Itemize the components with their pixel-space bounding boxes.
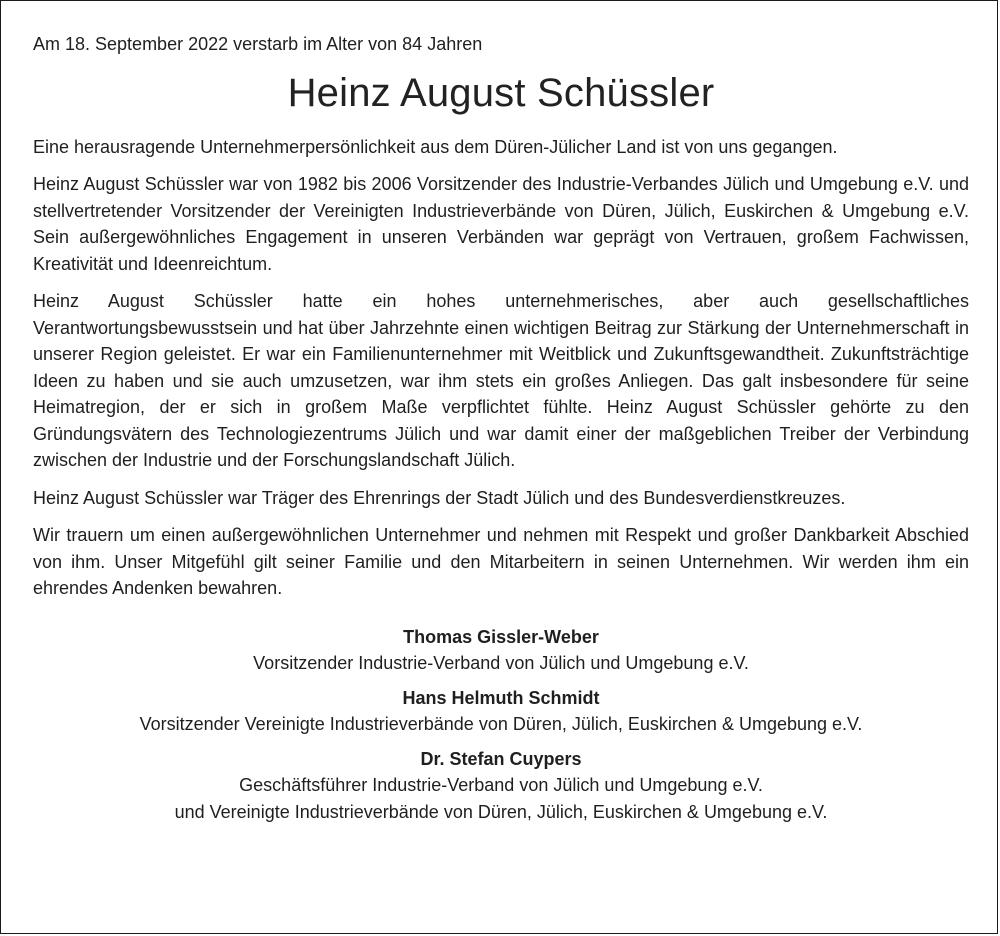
paragraph-career: Heinz August Schüssler war von 1982 bis 2006 Vorsitzender des Industrie-Verbandes Jülich und Umgebung e.V. und stellvertretender Vorsitzender der Vereinigten Industrieverbände von Düren, Jülich, Euskirchen & Umgebung e.V. Sein außergewöhnliches Engagement in unseren Verbänden war geprägt von Vertrauen, großem Fachwissen, Kreativität und Ideenreichtum. [33,174,969,274]
paragraph-mourning: Wir trauern um einen außergewöhnlichen Unternehmer und nehmen mit Respekt und großer Dankbarkeit Abschied von ihm. Unser Mitgefühl gilt seiner Familie und den Mitarbeitern in seinen Unternehmen. Wir werden ihm ein ehrendes Andenken bewahren. [33,525,969,598]
signer-block [33,746,969,826]
notice-intro: Am 18. September 2022 verstarb im Alter von 84 Jahren [33,34,483,54]
paragraph-legacy: Heinz August Schüssler hatte ein hohes unternehmerisches, aber auch gesellschaftliches Verantwortungsbewusstsein und hat über Jahrzehnte einen wichtigen Beitrag zur Stärkung der Unternehmerschaft in unserer Region geleistet. Er war ein Familienunternehmer mit Weitblick und Zukunftsgewandtheit. Zukunftsträchtige Ideen zu haben und sie auch umzusetzen, war ihm stets ein großes Anliegen. Das galt insbesondere für seine Heimatregion, der er sich in großem Maße verpflichtet fühlte. Heinz August Schüssler gehörte zu den Gründungsvätern des Technologiezentrums Jülich und war damit einer der maßgeblichen Treiber der Verbindung zwischen der Industrie und der Forschungslandschaft Jülich. [33,291,969,470]
signer-name: Thomas Gissler-Weber [403,626,599,647]
notice-content [33,31,969,833]
paragraph-intro: Eine herausragende Unternehmerpersönlichkeit aus dem Düren-Jülicher Land ist von uns gegangen. [33,136,838,157]
signer-role: Vorsitzender Vereinigte Industrieverbände von Düren, Jülich, Euskirchen & Umgebung e.V. [139,714,863,734]
signer-block [33,685,969,738]
notice-body [33,134,969,602]
deceased-name: Heinz August Schüssler [287,70,715,115]
paragraph-honors: Heinz August Schüssler war Träger des Ehrenrings der Stadt Jülich und des Bundesverdienstkreuzes. [33,487,846,508]
signer-role: Vorsitzender Industrie-Verband von Jülich und Umgebung e.V. [253,653,749,673]
signatories [33,624,969,826]
signer-name: Hans Helmuth Schmidt [402,687,600,708]
signer-name: Dr. Stefan Cuypers [420,748,582,769]
signer-role: Geschäftsführer Industrie-Verband von Jülich und Umgebung e.V. [239,775,763,795]
signer-role: und Vereinigte Industrieverbände von Düren, Jülich, Euskirchen & Umgebung e.V. [174,801,828,822]
signer-block [33,624,969,677]
